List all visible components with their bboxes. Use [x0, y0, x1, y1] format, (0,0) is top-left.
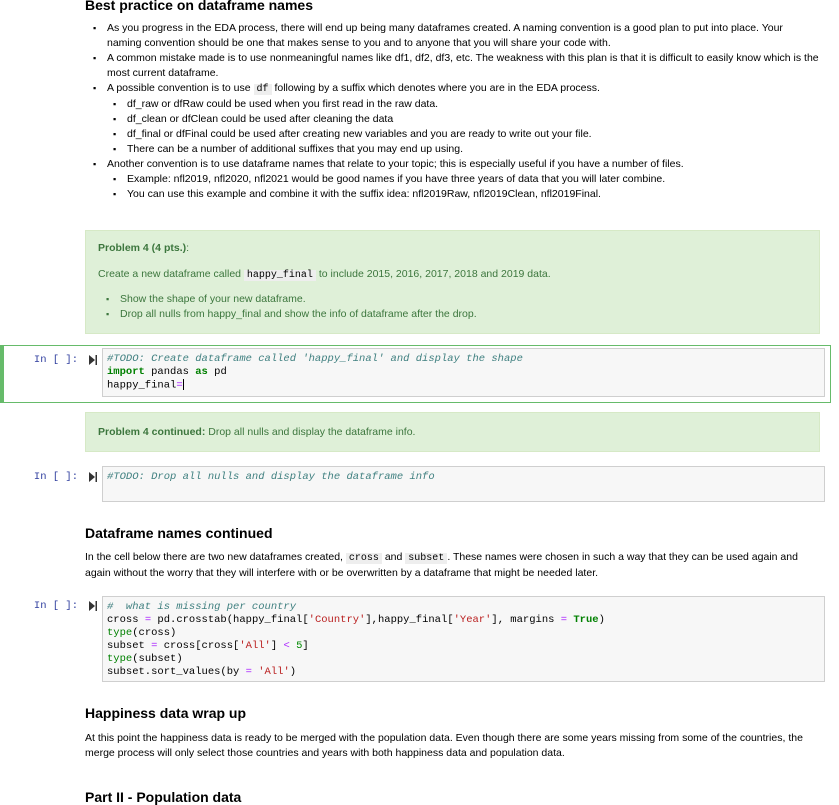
best-practice-list [85, 21, 820, 202]
list-item-text: following by a suffix which denotes where you are in the EDA process. [274, 82, 600, 94]
list-item [85, 81, 820, 97]
run-cell-icon[interactable] [89, 601, 97, 611]
run-cell-icon[interactable] [89, 355, 97, 365]
section-heading-best-practice: Best practice on dataframe names [85, 0, 313, 13]
problem-4-title: Problem 4 (4 pts.): [98, 242, 190, 254]
wrap-up-paragraph: At this point the happiness data is ready to be merged with the population data. Even though there are some years missing from some of the countries, the merge process will only select those countries and years with both happiness data and population data. [85, 732, 803, 759]
inline-code: df [254, 84, 272, 95]
list-item: ▪ Show the shape of your new dataframe. [98, 292, 798, 307]
list-item-text: A possible convention is to use [107, 82, 251, 94]
inline-code: subset [405, 553, 447, 564]
problem-4-continued-title: Problem 4 continued: [98, 426, 206, 438]
list-item: ▪ Another convention is to use dataframe names that relate to your topic; this is especially useful if you have a number of files. [85, 157, 820, 172]
code-cell-input[interactable]: # what is missing per country cross = pd.crosstab(happy_final['Country'],happy_final['Year'], margins = True) type(cross) subset = cross[cross['All'] < 5] type(subset) subset.sort_values(by = 'All') [102, 596, 825, 682]
sub-list-item: ▪ Example: nfl2019, nfl2020, nfl2021 would be good names if you have three years of data that you will later combine. [85, 172, 820, 187]
inline-code: happy_final [244, 270, 316, 281]
problem-4-continued-text: Drop all nulls and display the dataframe info. [205, 426, 416, 438]
sub-list-item: ▪ df_raw or dfRaw could be used when you first read in the raw data. [85, 97, 820, 112]
text-cursor [183, 379, 184, 390]
section-heading-names-continued: Dataframe names continued [85, 525, 273, 541]
cell-prompt: In [ ]: [33, 471, 78, 483]
code-cell-input[interactable]: #TODO: Create dataframe called 'happy_final' and display the shape import pandas as pd happy_final= [102, 348, 825, 397]
sub-list-item: ▪ You can use this example and combine it with the suffix idea: nfl2019Raw, nfl2019Clean, nfl2019Final. [85, 187, 820, 202]
sub-list-item: ▪ There can be a number of additional suffixes that you may end up using. [85, 142, 820, 157]
problem-4-description: Create a new dataframe called happy_final to include 2015, 2016, 2017, 2018 and 2019 data. [98, 268, 551, 281]
sub-list-item: ▪ df_clean or dfClean could be used after cleaning the data [85, 112, 820, 127]
sub-list-item: ▪ df_final or dfFinal could be used after creating new variables and you are ready to write out your file. [85, 127, 820, 142]
list-item: ▪ As you progress in the EDA process, there will end up being many dataframes created. A naming convention is a good plan to put into place. Your naming convention should be one that makes sense to you and to anyone that you will share your code with. [85, 21, 820, 51]
run-cell-icon[interactable] [89, 472, 97, 482]
list-item: ▪ Drop all nulls from happy_final and show the info of dataframe after the drop. [98, 307, 798, 322]
problem-4-continued-box [85, 412, 820, 452]
problem-4-list [98, 292, 798, 322]
cell-prompt: In [ ]: [33, 600, 78, 612]
cell-prompt: In [ ]: [33, 354, 78, 366]
list-item: ▪ A common mistake made is to use nonmeaningful names like df1, df2, df3, etc. The weakness with this plan is that it is difficult to easily know which is the most current dataframe. [85, 51, 820, 81]
inline-code: cross [346, 553, 382, 564]
section-heading-part-2: Part II - Population data [85, 789, 242, 805]
code-cell-input[interactable]: #TODO: Drop all nulls and display the dataframe info [102, 466, 825, 502]
names-continued-paragraph: In the cell below there are two new dataframes created, cross and subset . These names were chosen in such a way that they can be used again and again without the worry that they will interfere with or be overwritten by a dataframe that might be needed later. [85, 551, 798, 579]
section-heading-wrap-up: Happiness data wrap up [85, 705, 247, 721]
problem-4-box [85, 230, 820, 334]
